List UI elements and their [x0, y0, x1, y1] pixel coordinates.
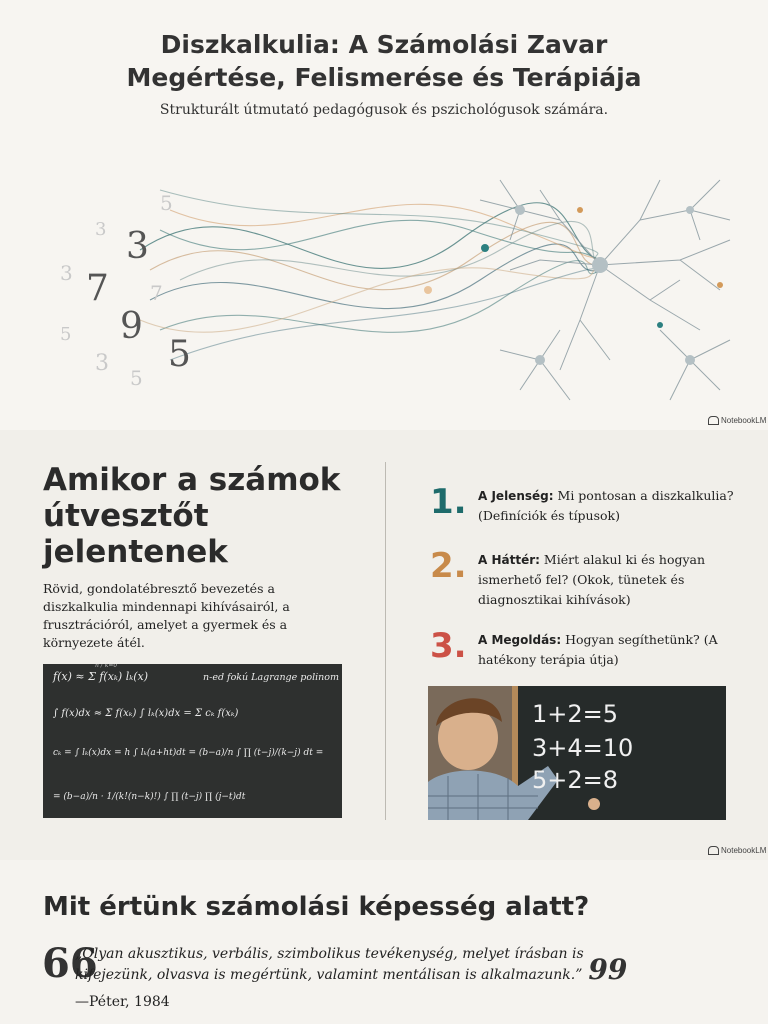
- svg-text:3: 3: [95, 351, 109, 376]
- close-quote-icon: 99: [588, 953, 628, 986]
- title-line-2: Megértése, Felismerése és Terápiája: [126, 63, 642, 92]
- neurons-illustration: [0, 130, 768, 420]
- intro-slide: [0, 430, 768, 860]
- svg-text:5: 5: [130, 366, 143, 390]
- item-number: 3.: [430, 626, 467, 666]
- item-text: [478, 630, 748, 670]
- formula-line-3: cₖ = ∫ lₖ(x)dx = h ∫ lₖ(a+ht)dt = (b−a)/n ∫ ∏ (t−j)/(k−j) dt =: [53, 748, 324, 758]
- open-quote-icon: 66: [42, 940, 98, 987]
- digit-7: 7: [86, 268, 109, 309]
- notebooklm-logo-icon: [708, 846, 719, 855]
- blackboard-caption: n-ed fokú Lagrange polinom: [203, 672, 340, 683]
- child-at-blackboard-photo: [428, 686, 726, 820]
- subtitle: Strukturált útmutató pedagógusok és pszichológusok számára.: [159, 102, 609, 118]
- blackboard-image: [43, 664, 342, 818]
- intro-text: Rövid, gondolatébresztő bevezetés a diszkalkulia mindennapi kihívásairól, a frusztrációról, amelyet a gyermek és a környezete átél.: [43, 581, 290, 650]
- digit-5: 5: [168, 334, 191, 375]
- quote-text: [75, 944, 655, 986]
- item-text: [478, 550, 748, 610]
- title: [0, 28, 768, 94]
- notebooklm-logo-icon: [708, 416, 719, 425]
- digit-9: 9: [120, 306, 143, 347]
- item-body: Mi pontosan a diszkalkulia? (Definíciók és típusok): [478, 488, 734, 523]
- title-slide: [0, 0, 768, 430]
- svg-text:5: 5: [160, 191, 173, 215]
- quote-body: „Olyan akusztikus, verbális, szimbolikus tevékenység, melyet írásban is kifejezünk, olvasva is megértünk, valamint mentálisan is alkalmazunk.”: [75, 946, 584, 983]
- title-line-1: Diszkalkulia: A Számolási Zavar: [160, 30, 608, 59]
- watermark: [708, 416, 766, 425]
- svg-text:5: 5: [60, 324, 72, 345]
- definition-heading: Mit értünk számolási képesség alatt?: [43, 892, 590, 922]
- watermark: [708, 846, 766, 855]
- item-number: 2.: [430, 546, 467, 586]
- watermark-text: NotebookLM: [721, 416, 767, 425]
- chalk-equation-1: 1+2=5: [532, 700, 619, 728]
- chalk-equation-2: 3+4=10: [532, 734, 634, 762]
- svg-text:3: 3: [60, 261, 73, 285]
- item-text: [478, 486, 748, 526]
- quote-attribution: —Péter, 1984: [75, 994, 170, 1010]
- item-label: A Megoldás:: [478, 633, 562, 647]
- item-number: 1.: [430, 482, 467, 522]
- formula-line-4: = (b−a)/n · 1/(k!(n−k)!) ∫ ∏ (t−j) ∏ (j−t)dt: [53, 792, 246, 802]
- watermark-text: NotebookLM: [721, 846, 767, 855]
- intro-heading: Amikor a számok útvesztőt jelentenek: [43, 462, 341, 570]
- formula-limits: n / k=0: [95, 664, 118, 669]
- svg-text:3: 3: [95, 219, 107, 240]
- formula-line-2: ∫ f(x)dx ≈ Σ f(xₖ) ∫ lₖ(x)dx = Σ cₖ f(xₖ): [53, 708, 239, 719]
- svg-text:7: 7: [150, 281, 163, 305]
- digit-3: 3: [126, 226, 149, 267]
- item-label: A Háttér:: [478, 553, 540, 567]
- item-body: Miért alakul ki és hogyan ismerhető fel? (Okok, tünetek és diagnosztikai kihívások): [478, 552, 706, 607]
- formula-line-1: f(x) ≈ Σ f(xₖ) lₖ(x): [53, 670, 149, 683]
- item-body: Hogyan segíthetünk? (A hatékony terápia útja): [478, 632, 718, 667]
- item-label: A Jelenség:: [478, 489, 554, 503]
- definition-slide: [0, 860, 768, 1024]
- chalk-equation-3: 5+2=8: [532, 766, 619, 794]
- column-divider: [385, 462, 386, 820]
